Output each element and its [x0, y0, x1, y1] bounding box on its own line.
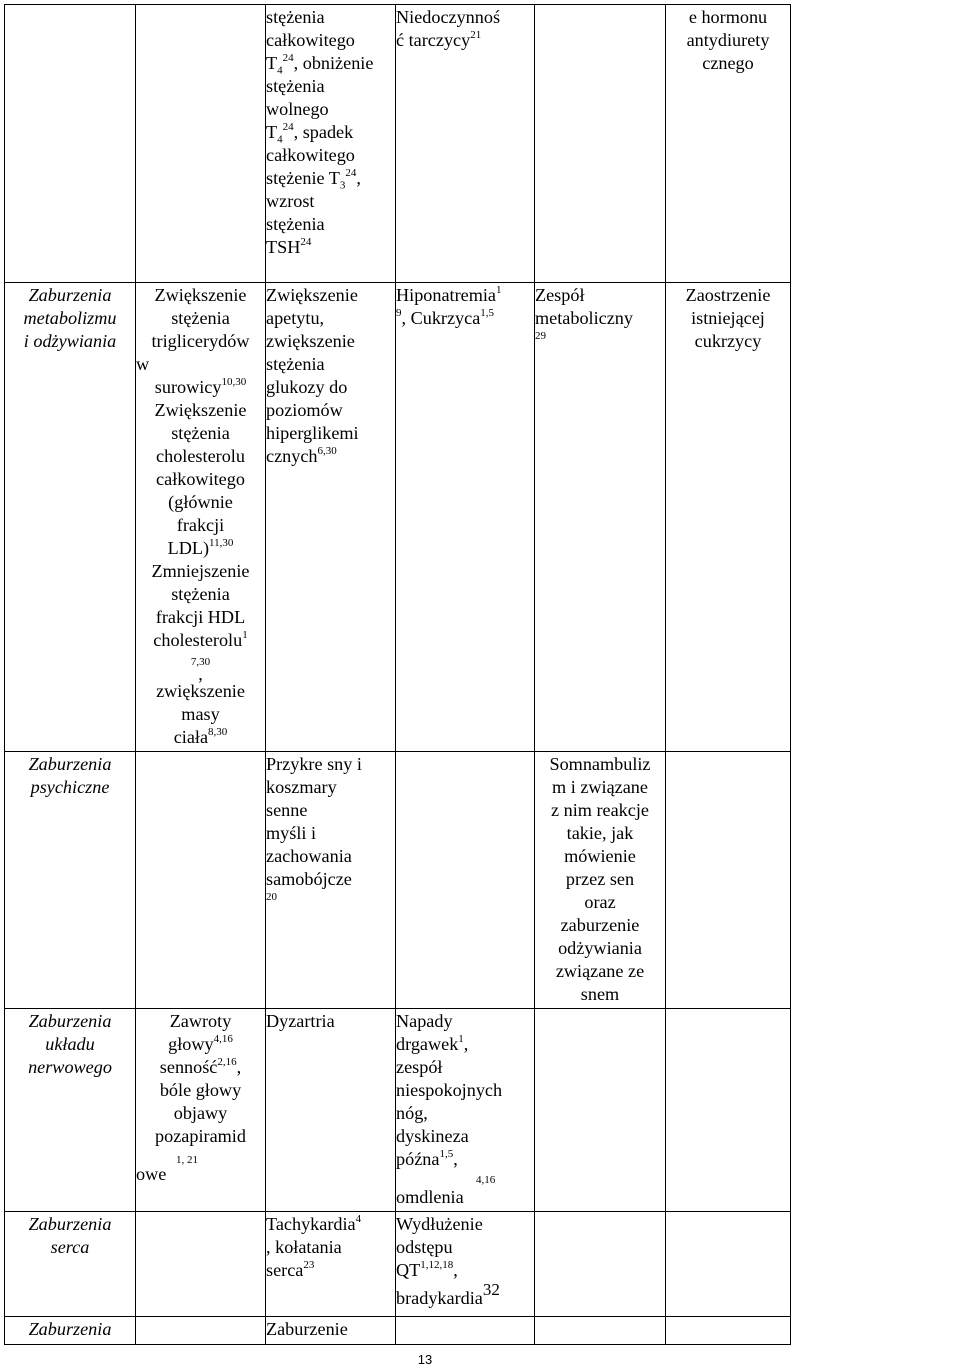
category-cell: Zaburzenia psychiczne: [5, 752, 136, 1009]
frequency-cell: Somnambuliz m i związane z nim reakcje takie, jak mówienie przez sen oraz zaburzenie odżywiania związane ze snem: [535, 752, 666, 1009]
table-row: [5, 1212, 791, 1317]
frequency-cell: Przykre sny i koszmary senne myśli i zachowania samobójcze 20: [266, 752, 396, 1009]
frequency-cell: Zwiększenie apetytu, zwiększenie stężenia glukozy do poziomów hiperglikemi cznych$^{6,30}$: [266, 283, 396, 752]
frequency-cell: [136, 752, 266, 1009]
frequency-cell: [136, 1317, 266, 1345]
frequency-cell: e hormonu antydiurety cznego: [666, 5, 791, 283]
frequency-cell: [535, 5, 666, 283]
frequency-cell: Zwiększenie stężenia triglicerydów w surowicy$^{10,30}$ Zwiększenie stężenia cholesterolu całkowitego (głównie frakcji LDL)$^{11,30}$ Zmniejszenie stężenia frakcji HDL cholesterolu$^1$ 7,30 , zwiększenie masy ciała$^{8,30}$: [136, 283, 266, 752]
adverse-reactions-table: [4, 4, 791, 1345]
category-cell: Zaburzenia serca: [5, 1212, 136, 1317]
frequency-cell: Niedoczynnoś ć tarczycy$^{21}$: [396, 5, 535, 283]
frequency-cell: Zaburzenie: [266, 1317, 396, 1345]
frequency-cell: Dyzartria: [266, 1009, 396, 1212]
frequency-cell: [396, 1317, 535, 1345]
frequency-cell: stężenia całkowitego $T_4^{24}$, obniżenie stężenia wolnego $T_4^{24}$, spadek całkowitego stężenie $T_3^{24}$, wzrost stężenia TSH$^{24}$: [266, 5, 396, 283]
frequency-cell: [396, 752, 535, 1009]
frequency-cell: Zawroty głowy$^{4,16}$ senność$^{2,16}$, bóle głowy objawy pozapiramid 1, 21 owe: [136, 1009, 266, 1212]
table-row: [5, 283, 791, 752]
frequency-cell: [535, 1009, 666, 1212]
frequency-cell: [666, 1317, 791, 1345]
frequency-cell: Napady drgawek$^1$, zespół niespokojnych nóg, dyskineza późna$^{1,5}$, 4,16 omdlenia: [396, 1009, 535, 1212]
table-row: [5, 1009, 791, 1212]
frequency-cell: [535, 1212, 666, 1317]
frequency-cell: Hiponatremia$^1$ $^9$, Cukrzyca$^{1,5}$: [396, 283, 535, 752]
category-cell: Zaburzenia metabolizmu i odżywiania: [5, 283, 136, 752]
frequency-cell: [666, 1009, 791, 1212]
table-row: [5, 752, 791, 1009]
frequency-cell: Wydłużenie odstępu QT$^{1,12,18}$, bradykardia$^{32}$: [396, 1212, 535, 1317]
frequency-cell: Zespół metaboliczny 29: [535, 283, 666, 752]
frequency-cell: [535, 1317, 666, 1345]
category-cell: [5, 5, 136, 283]
frequency-cell: [666, 1212, 791, 1317]
frequency-cell: Zaostrzenie istniejącej cukrzycy: [666, 283, 791, 752]
category-cell: Zaburzenia: [5, 1317, 136, 1345]
table-row: [5, 5, 791, 283]
frequency-cell: [136, 5, 266, 283]
table-row: [5, 1317, 791, 1345]
page-number: 13: [417, 1352, 433, 1367]
frequency-cell: Tachykardia$^4$ , kołatania serca$^{23}$: [266, 1212, 396, 1317]
category-cell: Zaburzenia układu nerwowego: [5, 1009, 136, 1212]
frequency-cell: [136, 1212, 266, 1317]
frequency-cell: [666, 752, 791, 1009]
